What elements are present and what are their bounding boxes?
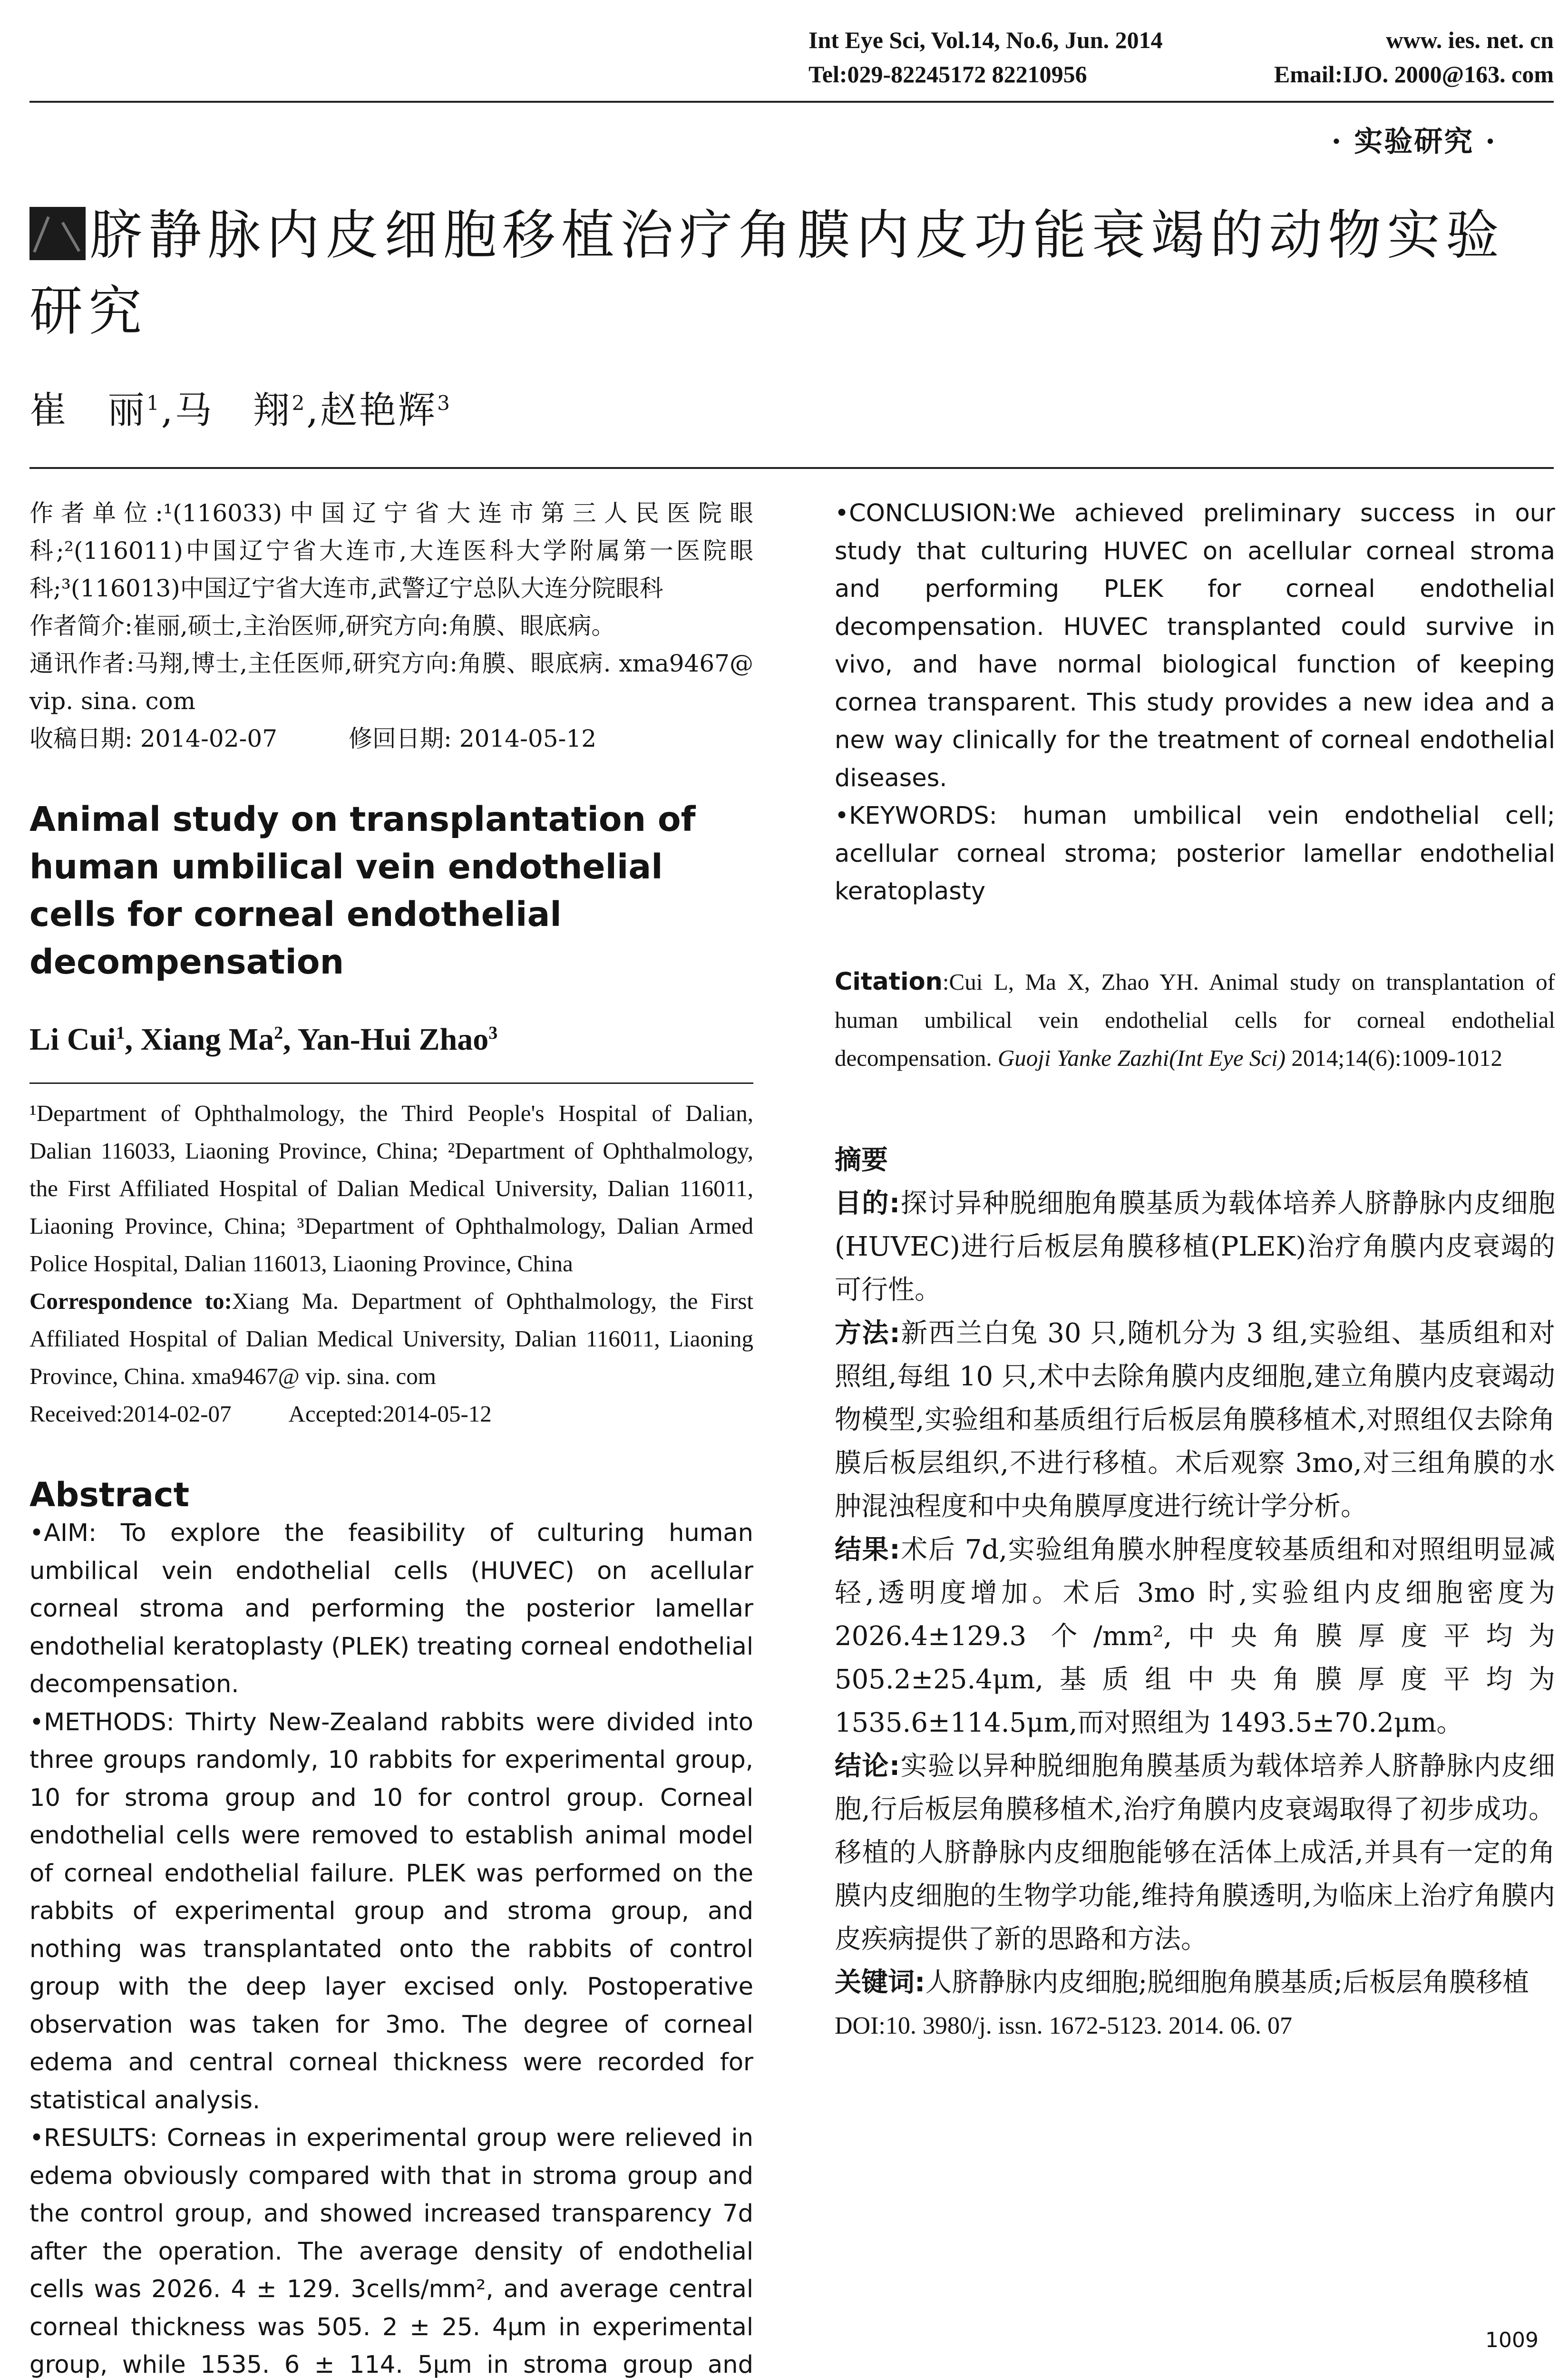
accepted-en: Accepted:2014-05-12 [288,1401,492,1427]
correspondence-cn: 通讯作者:马翔,博士,主任医师,研究方向:角膜、眼底病. xma9467@ vip. sina. com [29,650,753,715]
header-rule [29,101,1554,103]
abstract-methods [29,1704,753,2120]
author-en-2-sup: 2 [274,1023,283,1043]
zy-aim-label: 目的: [835,1188,900,1219]
conclusion-text: We achieved preliminary success in our study that culturing HUVEC on acellular corneal stroma and performing PLEK for corneal endothelial decompensation. HUVEC transplanted could survive in vivo, and have normal biological function of keeping cornea transparent. This study provides a new idea and a new way clinically for the treatment of corneal endothelial diseases. [835,499,1555,792]
zhaiyao-methods [835,1312,1555,1528]
results-label: • RESULTS: [29,2124,158,2152]
right-column [835,495,1555,2047]
article-title-en: Animal study on transplantation of human umbilical vein endothelial cells for corneal endothelial decompensation [29,799,696,982]
title-cn-text: 脐静脉内皮细胞移植治疗角膜内皮功能衰竭的动物实验研究 [29,205,1505,342]
author-cn-2: 马 翔 [175,389,292,432]
journal-email: Email:IJO. 2000@163. com [1274,61,1554,88]
abstract-heading: Abstract [29,1475,190,1514]
conclusion-label: • CONCLUSION: [835,499,1018,527]
zy-keywords-label: 关键词: [835,1967,925,1998]
author-en-2: Xiang Ma [140,1022,274,1057]
zhaiyao-aim [835,1182,1555,1312]
abstract-aim [29,1514,753,1704]
journal-tel: Tel:029-82245172 82210956 [808,61,1087,88]
page-number: 1009 [1485,2328,1539,2352]
abstract-results [29,2119,753,2378]
zy-methods-text: 新西兰白兔 30 只,随机分为 3 组,实验组、基质组和对照组,每组 10 只,术中去除角膜内皮细胞,建立角膜内皮衰竭动物模型,实验组和基质组行后板层角膜移植术,对照组仅去除角膜后板层组织,不进行移植。术后观察 3mo,对三组角膜的水肿混浊程度和中央角膜厚度进行统计学分析。 [835,1317,1555,1522]
citation-journal: Guoji Yanke Zazhi(Int Eye Sci) [997,1044,1286,1071]
abstract-conclusion [835,495,1555,797]
authors-en: Li Cui$^1$, Xiang Ma$^2$, Yan-Hui Zhao$^3$ [29,1022,498,1057]
doi: DOI:10. 3980/j. issn. 1672-5123. 2014. 06. 07 [835,2012,1292,2039]
zy-results-text: 术后 7d,实验组角膜水肿程度较基质组和对照组明显减轻,透明度增加。术后 3mo 时,实验组内皮细胞密度为 2026.4±129.3 个/mm²,中央角膜厚度平均为 505.2±25.4μm,基质组中央角膜厚度平均为 1535.6±114.5μm,而对照组为 1493.5±70.2μm。 [835,1534,1555,1738]
received-en: Received:2014-02-07 [29,1401,232,1427]
correspondence-text: Xiang Ma. Department of Ophthalmology, the First Affiliated Hospital of Dalian Medical University, Dalian 116011, Liaoning Province, China. xma9467@ vip. sina. com [29,1288,754,1389]
results-text: Corneas in experimental group were relieved in edema obviously compared with that in stroma group and the control group, and showed increased transparency 7d after the operation. The average density of endothelial cells was 2026. 4 ± 129. 3cells/mm², and average central corneal thickness was 505. 2 ± 25. 4μm in experimental group, while 1535. 6 ± 114. 5μm in stroma group and [29,2124,753,2378]
zhaiyao-conclusion [835,1745,1555,1961]
dates-cn [29,720,753,758]
citation-post: 2014;14(6):1009-1012 [1286,1044,1502,1071]
correspondence-label: Correspondence to: [29,1288,232,1314]
keywords-text: human umbilical vein endothelial cell; acellular corneal stroma; posterior lamellar endothelial keratoplasty [835,802,1555,906]
affiliation-en: ¹Department of Ophthalmology, the Third People's Hospital of Dalian, Dalian 116033, Liaoning Province, China; ²Department of Ophthalmology, the First Affiliated Hospital of Dalian Medical University, Dalian 116011, Liaoning Province, China; ³Department of Ophthalmology, Dalian Armed Police Hospital, Dalian 116013, Liaoning Province, China [29,1100,753,1277]
dates-en [29,1395,753,1433]
zy-methods-label: 方法: [835,1317,900,1349]
author-cn-1-sup: 1 [146,391,161,415]
zhaiyao-results [835,1528,1555,1745]
received-cn: 收稿日期: 2014-02-07 [29,725,278,752]
journal-info: Int Eye Sci, Vol.14, No.6, Jun. 2014 [808,27,1163,53]
affiliation-cn: 作者单位:¹(116033)中国辽宁省大连市第三人民医院眼科;²(116011)中国辽宁省大连市,大连医科大学附属第一医院眼科;³(116013)中国辽宁省大连市,武警辽宁总队大连分院眼科 [29,499,753,602]
zhaiyao-body [835,1182,1555,2047]
methods-label: • METHODS: [29,1708,175,1736]
correspondence-en [29,1282,753,1395]
revised-cn: 修回日期: 2014-05-12 [349,725,597,752]
author-en-1: Li Cui [29,1022,116,1057]
keywords-label: • KEYWORDS: [835,802,997,830]
article-title-cn [29,197,1554,350]
author-en-3-sup: 3 [488,1023,498,1043]
affiliation-rule [29,1082,753,1084]
zy-results-label: 结果: [835,1534,900,1565]
author-en-1-sup: 1 [116,1023,125,1043]
running-header [808,23,1554,91]
citation-block [835,963,1555,1077]
zhaiyao-heading: 摘要 [835,1144,888,1176]
methods-text: Thirty New-Zealand rabbits were divided into three groups randomly, 10 rabbits for experimental group, 10 for stroma group and 10 for control group. Corneal endothelial cells were removed to establish animal model of corneal endothelial failure. PLEK was performed on the rabbits of experimental group and stroma group, and nothing was transplantated onto the rabbits of control group with the deep layer excised only. Postoperative observation was taken for 3mo. The degree of corneal edema and central corneal thickness were recorded for statistical analysis. [29,1708,753,2115]
zhaiyao-keywords [835,1961,1555,2004]
zy-keywords-text: 人脐静脉内皮细胞;脱细胞角膜基质;后板层角膜移植 [925,1967,1529,1998]
zy-conclusion-text: 实验以异种脱细胞角膜基质为载体培养人脐静脉内皮细胞,行后板层角膜移植术,治疗角膜内皮衰竭取得了初步成功。移植的人脐静脉内皮细胞能够在活体上成活,并具有一定的角膜内皮细胞的生物学功能,维持角膜透明,为临床上治疗角膜内皮疾病提供了新的思路和方法。 [835,1750,1555,1955]
abstract-keywords [835,797,1555,911]
aim-label: • AIM: [29,1519,97,1547]
citation-label: Citation [835,967,943,996]
authors-cn: 崔 丽$^1$,马 翔$^2$,赵艳辉$^3$ [29,389,452,432]
journal-website: www. ies. net. cn [1386,27,1554,53]
aim-text: To explore the feasibility of culturing human umbilical vein endothelial cells (HUVEC) on acellular corneal stroma and performing the posterior lamellar endothelial keratoplasty (PLEK) treating corneal endothelial decompensation. [29,1519,754,1698]
author-cn-1: 崔 丽 [29,389,147,432]
author-meta-cn [29,495,753,758]
title-rule [29,467,1554,469]
abstract-body [29,1514,753,2378]
zy-conclusion-label: 结论: [835,1750,900,1782]
author-en-3: Yan-Hui Zhao [297,1022,489,1057]
title-mark-glyph [29,207,86,260]
left-column [29,495,753,2378]
author-cn-3: 赵艳辉 [320,389,438,432]
zy-aim-text: 探讨异种脱细胞角膜基质为载体培养人脐静脉内皮细胞(HUVEC)进行后板层角膜移植(PLEK)治疗角膜内皮衰竭的可行性。 [835,1188,1555,1306]
section-tag: · 实验研究 · [1331,125,1497,158]
author-intro-cn: 作者简介:崔丽,硕士,主治医师,研究方向:角膜、眼底病。 [29,612,615,640]
author-cn-3-sup: 3 [437,391,452,415]
abstract-body-continued [835,495,1555,911]
citation-pre: :Cui L, Ma X, Zhao YH. Animal study on transplantation of human umbilical vein endothelial cells for corneal endothelial decompensation. [835,968,1555,1071]
affiliations-en [29,1094,753,1433]
author-cn-2-sup: 2 [292,391,307,415]
